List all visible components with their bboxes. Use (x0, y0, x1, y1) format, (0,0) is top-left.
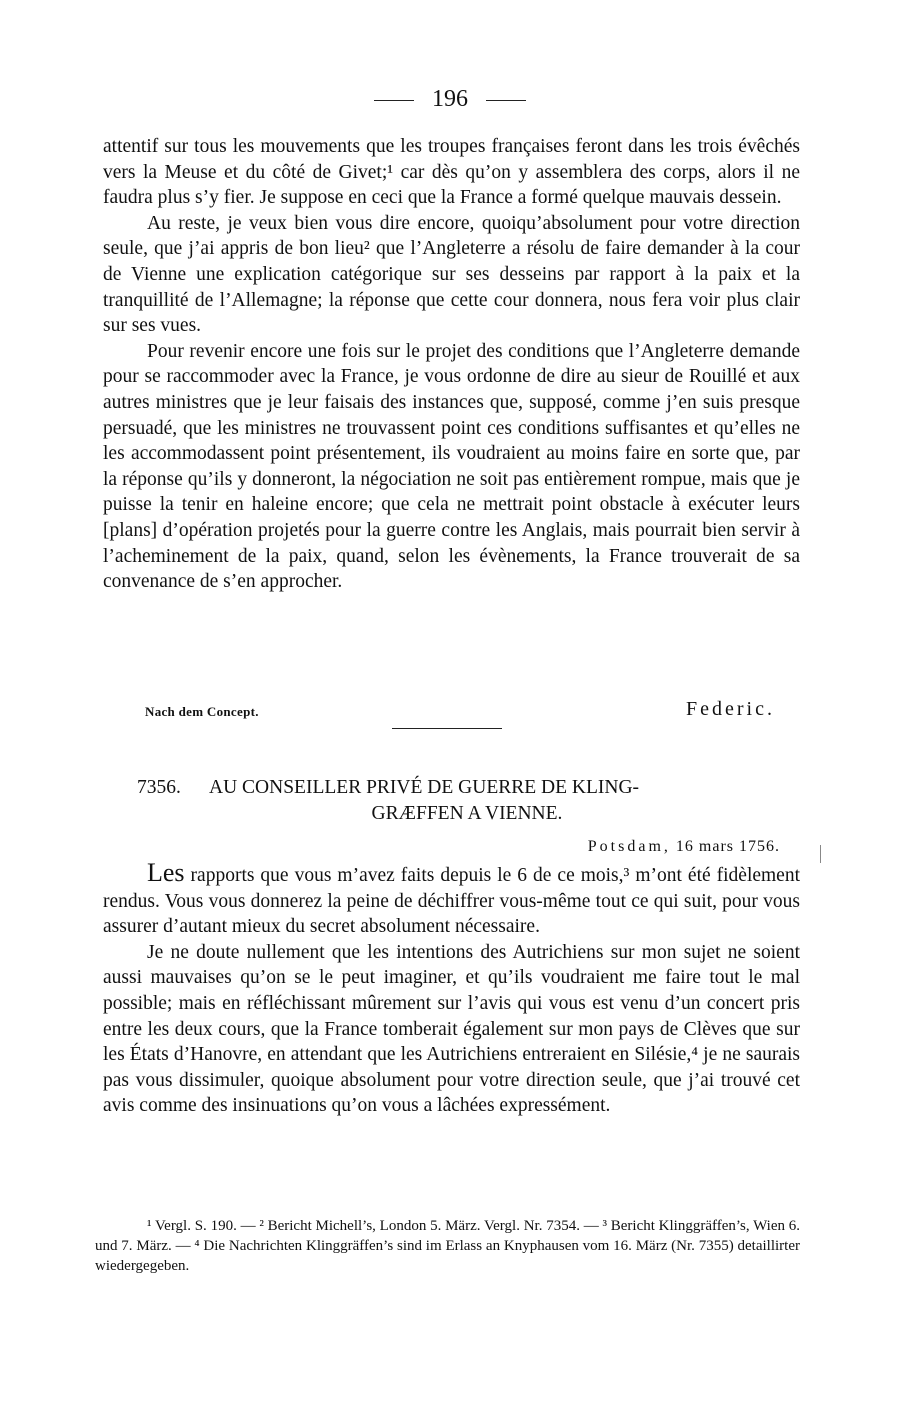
source-note: Nach dem Concept. (145, 704, 259, 719)
header-dash-left (374, 100, 414, 101)
margin-mark (820, 845, 821, 863)
header-dash-right (486, 100, 526, 101)
heading-line-1: AU CONSEILLER PRIVÉ DE GUERRE DE KLING- (209, 777, 640, 798)
opening-word: Les (147, 858, 185, 887)
paragraph-text: rapports que vous m’avez faits depuis le 6 de ce mois,³ m’ont été fidèlement rendus. Vous vous donnerez la peine de déchiffrer vous-même tout ce qui suit, pour vous assurer d’autant mieux du secret absolument nécessaire. (103, 865, 801, 938)
footnotes (95, 1216, 800, 1276)
paragraph: Au reste, je veux bien vous dire encore, quoiqu’absolument pour votre direction seule, que j’ai appris de bon lieu² que l’Angleterre a résolu de faire demander à la cour de Vienne une explication catégorique sur ses desseins par rapport à la paix et la tranquillité de l’Allemagne; la réponse que cette cour donnera, nous fera voir plus clair sur ses vues. (103, 212, 800, 337)
section-divider (392, 728, 502, 729)
signature-line (145, 700, 775, 728)
letter-number: 7356. (137, 777, 181, 798)
letter-body-continued (103, 134, 800, 595)
letter-body (103, 860, 800, 1119)
page-header (0, 84, 900, 114)
paragraph: Je ne doute nullement que les intentions des Autrichiens sur mon sujet ne soient aussi mauvaises qu’on se le peut imaginer, et qu’ils voudraient me faire tout le mal possible; mais en réfléchissant mûrement sur l’avis qui vous est venu d’un concert pris entre les deux cours, que la France tomberait également sur mon pays de Clèves que sur les États d’Hanovre, en attendant que les Autrichiens entreraient en Silésie,⁴ je ne saurais pas vous dissimuler, quoique absolument pour votre direction seule, que j’ai trouvé cet avis comme des insinuations qu’on vous a lâchées expressément. (103, 941, 800, 1117)
heading-line-2: GRÆFFEN A VIENNE. (371, 803, 563, 824)
page-number: 196 (432, 86, 468, 112)
paragraph: Pour revenir encore une fois sur le projet des conditions que l’Angleterre demande pour se raccommoder avec la France, je vous ordonne de dire au sieur de Rouillé et aux autres ministres que je leur faisais des instances que, supposé, comme j’en suis presque persuadé, que les ministres ne trouvassent point ces conditions suffisantes et qu’elles ne les accommodassent point présentement, ils voudraient au moins faire en sorte que, par la réponse qu’ils y donneront, la négociation ne soit pas entièrement rompue, mais que je puisse la tenir en haleine encore; que cela ne mettrait point obstacle à exécuter leurs [plans] d’opération projetés pour la guerre contre les Anglais, mais pourrait bien servir à l’acheminement de la paix, quand, selon les évènements, la France trouverait de sa convenance de s’en approcher. (103, 340, 800, 593)
date: 16 mars 1756. (675, 838, 780, 855)
date-place: Potsdam, (587, 838, 671, 855)
paragraph (103, 860, 800, 940)
footnote-text: ¹ Vergl. S. 190. — ² Bericht Michell’s, London 5. März. Vergl. Nr. 7354. — ³ Bericht Klinggräffen’s, Wien 6. und 7. März. — ⁴ Die Nachrichten Klinggräffen’s sind im Erlass an Knyphausen vom 16. März (Nr. 7355) detaillirter wiedergegeben. (95, 1218, 800, 1274)
paragraph: attentif sur tous les mouvements que les troupes françaises feront dans les trois évêchés vers la Meuse et du côté de Givet;¹ car dès qu’on y assemblera des corps, alors il ne faudra plus s’y fier. Je suppose en ceci que la France a formé quelque mauvais dessein. (103, 136, 800, 209)
signature: Federic. (686, 698, 775, 720)
dateline (588, 838, 780, 856)
letter-heading (137, 775, 777, 827)
